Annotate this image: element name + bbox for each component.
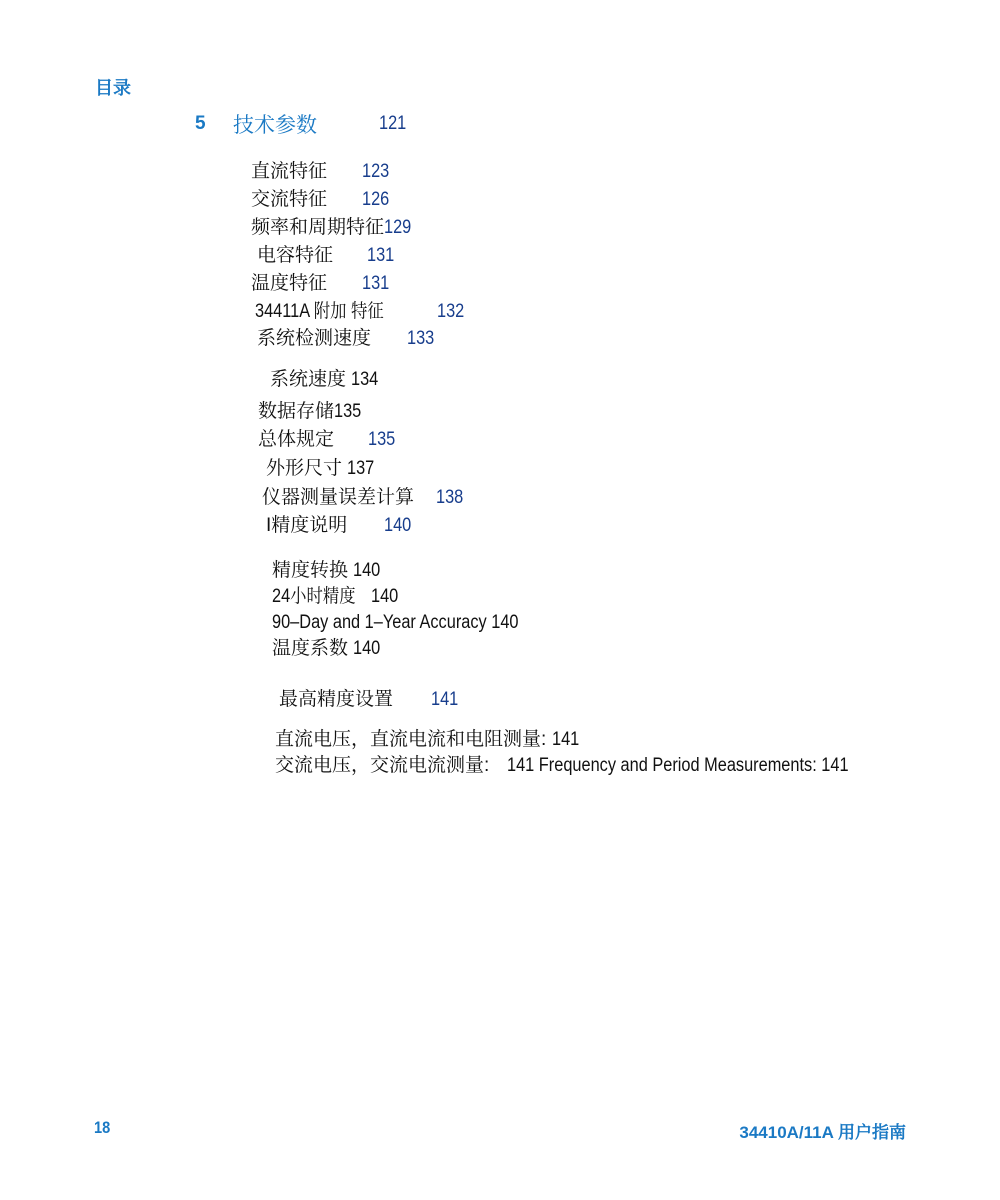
- toc-entry-label: 交流特征: [251, 189, 328, 210]
- toc-entry-label: 精度转换: [272, 560, 349, 581]
- toc-entry-label: 温度特征: [251, 273, 328, 294]
- toc-entry-page: 140: [371, 586, 399, 607]
- toc-entry-label: 最高精度设置: [279, 689, 394, 710]
- toc-entry-page: 140: [353, 560, 381, 581]
- toc-entry-dimensions[interactable]: [266, 457, 379, 481]
- toc-entry-general[interactable]: [258, 428, 396, 452]
- toc-entry-label: 频率和周期特征: [251, 217, 385, 238]
- footer-page-number: [94, 1118, 113, 1138]
- toc-entry-label: 系统速度: [270, 369, 347, 390]
- toc-entry-page: 133: [407, 328, 435, 349]
- footer-doc-title: 34410A/11A 用户指南: [739, 1123, 906, 1142]
- toc-entry-best-accuracy[interactable]: [279, 688, 459, 712]
- toc-entry-temperature[interactable]: [251, 272, 390, 296]
- chapter-page-text: 121: [379, 113, 407, 134]
- toc-entry-frequency[interactable]: [251, 216, 416, 240]
- toc-entry-page: 140: [384, 515, 412, 536]
- toc-entry-page: 131: [367, 245, 395, 266]
- toc-entry-label: 温度系数: [272, 638, 349, 659]
- toc-entry-page: 131: [362, 273, 390, 294]
- toc-entry-error-calc[interactable]: [262, 486, 464, 510]
- toc-entry-label: 仪器测量误差计算: [262, 487, 415, 508]
- toc-entry-page: 141: [431, 689, 459, 710]
- toc-entry-label: 直流电压，直流电流和电阻测量:: [275, 729, 547, 750]
- footer-page-number-text: 18: [94, 1118, 111, 1137]
- toc-entry-page-2: 141: [821, 755, 849, 776]
- toc-entry-system-speed[interactable]: [270, 368, 383, 392]
- toc-entry-page: 132: [437, 301, 465, 322]
- toc-entry-label: 90–Day and 1–Year Accuracy: [272, 612, 487, 633]
- toc-entry-label: 直流特征: [251, 161, 328, 182]
- toc-entry-data-storage[interactable]: [258, 400, 366, 424]
- toc-entry-24h-accuracy[interactable]: [272, 585, 399, 609]
- toc-entry-ac[interactable]: [251, 188, 390, 212]
- toc-entry-page: 140: [353, 638, 381, 659]
- toc-entry-label: 外形尺寸: [266, 458, 343, 479]
- toc-entry-accuracy-conversion[interactable]: [272, 559, 385, 583]
- toc-entry-label-2: Frequency and Period Measurements:: [538, 755, 817, 776]
- toc-entry-page: 140: [491, 612, 519, 633]
- toc-entry-page: 135: [334, 401, 362, 422]
- toc-section-heading: 目录: [95, 78, 131, 98]
- toc-entry-page: 134: [351, 369, 379, 390]
- toc-entry-page: 123: [362, 161, 390, 182]
- chapter-number: 5: [195, 113, 206, 134]
- toc-entry-accuracy-notes[interactable]: [266, 514, 412, 538]
- chapter-title[interactable]: 技术参数: [233, 114, 317, 137]
- toc-entry-label: 系统检测速度: [257, 328, 372, 349]
- toc-entry-page: 126: [362, 189, 390, 210]
- toc-entry-page: 141: [551, 729, 579, 750]
- toc-entry-capacitance[interactable]: [257, 244, 395, 268]
- toc-entry-34411a[interactable]: [255, 300, 465, 324]
- toc-entry-dc[interactable]: [251, 160, 390, 184]
- toc-entry-system-speed-detect[interactable]: [257, 327, 435, 351]
- toc-entry-90day-accuracy[interactable]: [272, 611, 559, 635]
- toc-entry-label: 电容特征: [257, 245, 334, 266]
- toc-entry-label: 总体规定: [258, 429, 335, 450]
- toc-entry-ac-measurements[interactable]: [275, 754, 849, 778]
- toc-entry-page: 137: [347, 458, 375, 479]
- toc-entry-page: 135: [368, 429, 396, 450]
- toc-entry-page: 141: [507, 755, 535, 776]
- toc-entry-label: 数据存储: [258, 401, 335, 422]
- toc-entry-dc-measurements[interactable]: [275, 728, 583, 752]
- toc-entry-page: 129: [384, 217, 412, 238]
- toc-entry-temp-coefficient[interactable]: [272, 637, 385, 661]
- toc-entry-page: 138: [436, 487, 464, 508]
- chapter-page-number[interactable]: [379, 113, 411, 135]
- toc-entry-label: 34411A 附加 特征: [255, 301, 384, 322]
- toc-entry-label: I精度说明: [266, 515, 348, 536]
- toc-entry-label: 24小时精度: [272, 586, 356, 607]
- toc-entry-label: 交流电压，交流电流测量:: [275, 755, 490, 776]
